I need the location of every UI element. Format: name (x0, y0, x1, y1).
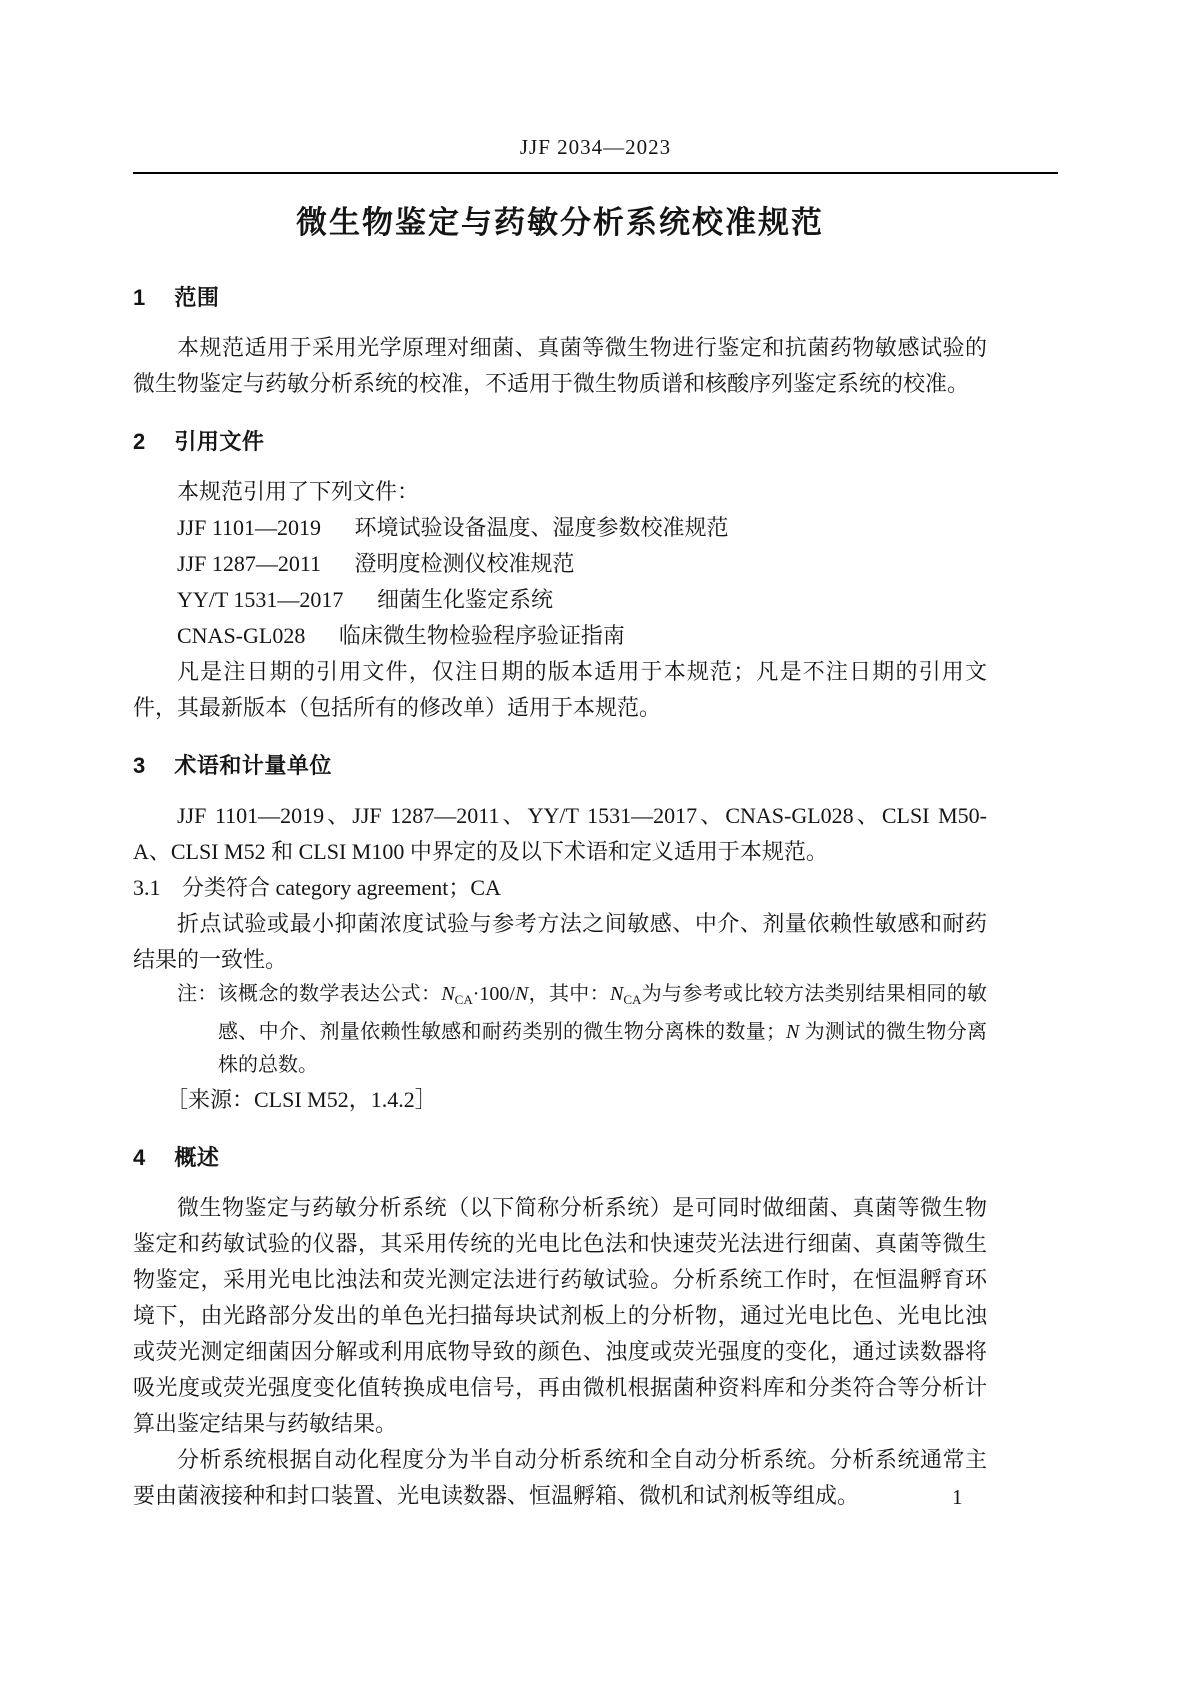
section-body-scope (133, 330, 987, 402)
term-definition: 折点试验或最小抑菌浓度试验与参考方法之间敏感、中介、剂量依赖性敏感和耐药结果的一致性。 (133, 911, 987, 972)
term-note (177, 978, 987, 1082)
doc-code: JJF 2034—2023 (519, 135, 672, 159)
reference-code: YY/T 1531—2017 (177, 587, 344, 612)
reference-item (133, 546, 987, 582)
reference-title: 细菌生化鉴定系统 (376, 587, 553, 612)
reference-code: JJF 1101—2019 (177, 515, 322, 540)
section-heading-references (133, 428, 987, 456)
section-heading-scope (133, 284, 987, 312)
note-text: 为与参考或比较方法类别结果相同的敏感、中介、剂量依赖性敏感和耐药类别的微生物分离株的数量； (218, 983, 988, 1043)
section-overview (133, 1144, 987, 1514)
section-references (133, 428, 987, 726)
section-terms (133, 752, 987, 1118)
note-text: 该概念的数学表达公式： (217, 983, 442, 1005)
reference-item (133, 510, 987, 546)
note-variable: N (514, 983, 529, 1005)
section-title: 概述 (174, 1145, 220, 1170)
reference-code: JJF 1287—2011 (177, 551, 322, 576)
note-variable: N (441, 983, 455, 1005)
term-entry-heading (133, 870, 987, 906)
overview-paragraph-2: 分析系统根据自动化程度分为半自动分析系统和全自动分析系统。分析系统通常主要由菌液接种和封口装置、光电读数器、恒温孵箱、微机和试剂板等组成。 (133, 1447, 987, 1508)
section-number: 1 (133, 285, 146, 310)
term-title: 分类符合 category agreement；CA (182, 875, 501, 900)
reference-item (133, 618, 987, 654)
references-intro: 本规范引用了下列文件： (177, 479, 420, 504)
doc-code-header (0, 134, 1191, 160)
note-text: ·100/ (472, 983, 515, 1005)
overview-paragraph-1: 微生物鉴定与药敏分析系统（以下简称分析系统）是可同时做细菌、真菌等微生物鉴定和药敏试验的仪器，其采用传统的光电比色法和快速荧光法进行细菌、真菌等微生物鉴定，采用光电比浊法和荧光测定法进行药敏试验。分析系统工作时，在恒温孵育环境下，由光路部分发出的单色光扫描每块试剂板上的分析物，通过光电比色、光电比浊或荧光测定细菌因分解或利用底物导致的颜色、浊度或荧光强度的变化，通过读数器将吸光度或荧光强度变化值转换成电信号，再由微机根据菌种资料库和分类符合等分析计算出鉴定结果与药敏结果。 (133, 1195, 987, 1436)
note-text: ，其中： (528, 983, 610, 1005)
page-content (133, 160, 987, 1514)
section-body-terms (133, 798, 987, 1118)
section-title: 引用文件 (174, 429, 265, 454)
section-scope (133, 284, 987, 402)
section-body-overview (133, 1190, 987, 1514)
term-number: 3.1 (133, 875, 161, 900)
note-subscript: CA (454, 992, 473, 1007)
section-heading-overview (133, 1144, 987, 1172)
note-subscript: CA (623, 992, 642, 1007)
section-title: 术语和计量单位 (174, 753, 332, 778)
term-source: ［来源：CLSI M52，1.4.2］ (166, 1087, 437, 1112)
note-label: 注： (177, 983, 218, 1005)
note-variable: N (786, 1021, 800, 1043)
note-variable: N (609, 983, 624, 1005)
reference-title: 澄明度检测仪校准规范 (354, 551, 575, 576)
section-heading-terms (133, 752, 987, 780)
document-title: 微生物鉴定与药敏分析系统校准规范 (296, 205, 824, 240)
reference-title: 临床微生物检验程序验证指南 (338, 623, 625, 648)
reference-item (133, 582, 987, 618)
note-text: 为测试的微生物分离株的总数。 (218, 1021, 988, 1076)
reference-title: 环境试验设备温度、湿度参数校准规范 (354, 515, 729, 540)
section-body-references (133, 474, 987, 726)
terms-paragraph: JJF 1101—2019、JJF 1287—2011、YY/T 1531—2017、CNAS-GL028、CLSI M50-A、CLSI M52 和 CLSI M100 中界定的及以下术语和定义适用于本规范。 (133, 803, 987, 864)
section-number: 4 (133, 1145, 146, 1170)
section-number: 3 (133, 753, 146, 778)
paragraph-scope: 本规范适用于采用光学原理对细菌、真菌等微生物进行鉴定和抗菌药物敏感试验的微生物鉴定与药敏分析系统的校准，不适用于微生物质谱和核酸序列鉴定系统的校准。 (133, 335, 987, 396)
references-closing: 凡是注日期的引用文件，仅注日期的版本适用于本规范；凡是不注日期的引用文件，其最新版本（包括所有的修改单）适用于本规范。 (133, 659, 987, 720)
reference-code: CNAS-GL028 (177, 623, 306, 648)
section-number: 2 (133, 429, 146, 454)
page-number: 1 (952, 1485, 963, 1509)
section-title: 范围 (174, 285, 220, 310)
